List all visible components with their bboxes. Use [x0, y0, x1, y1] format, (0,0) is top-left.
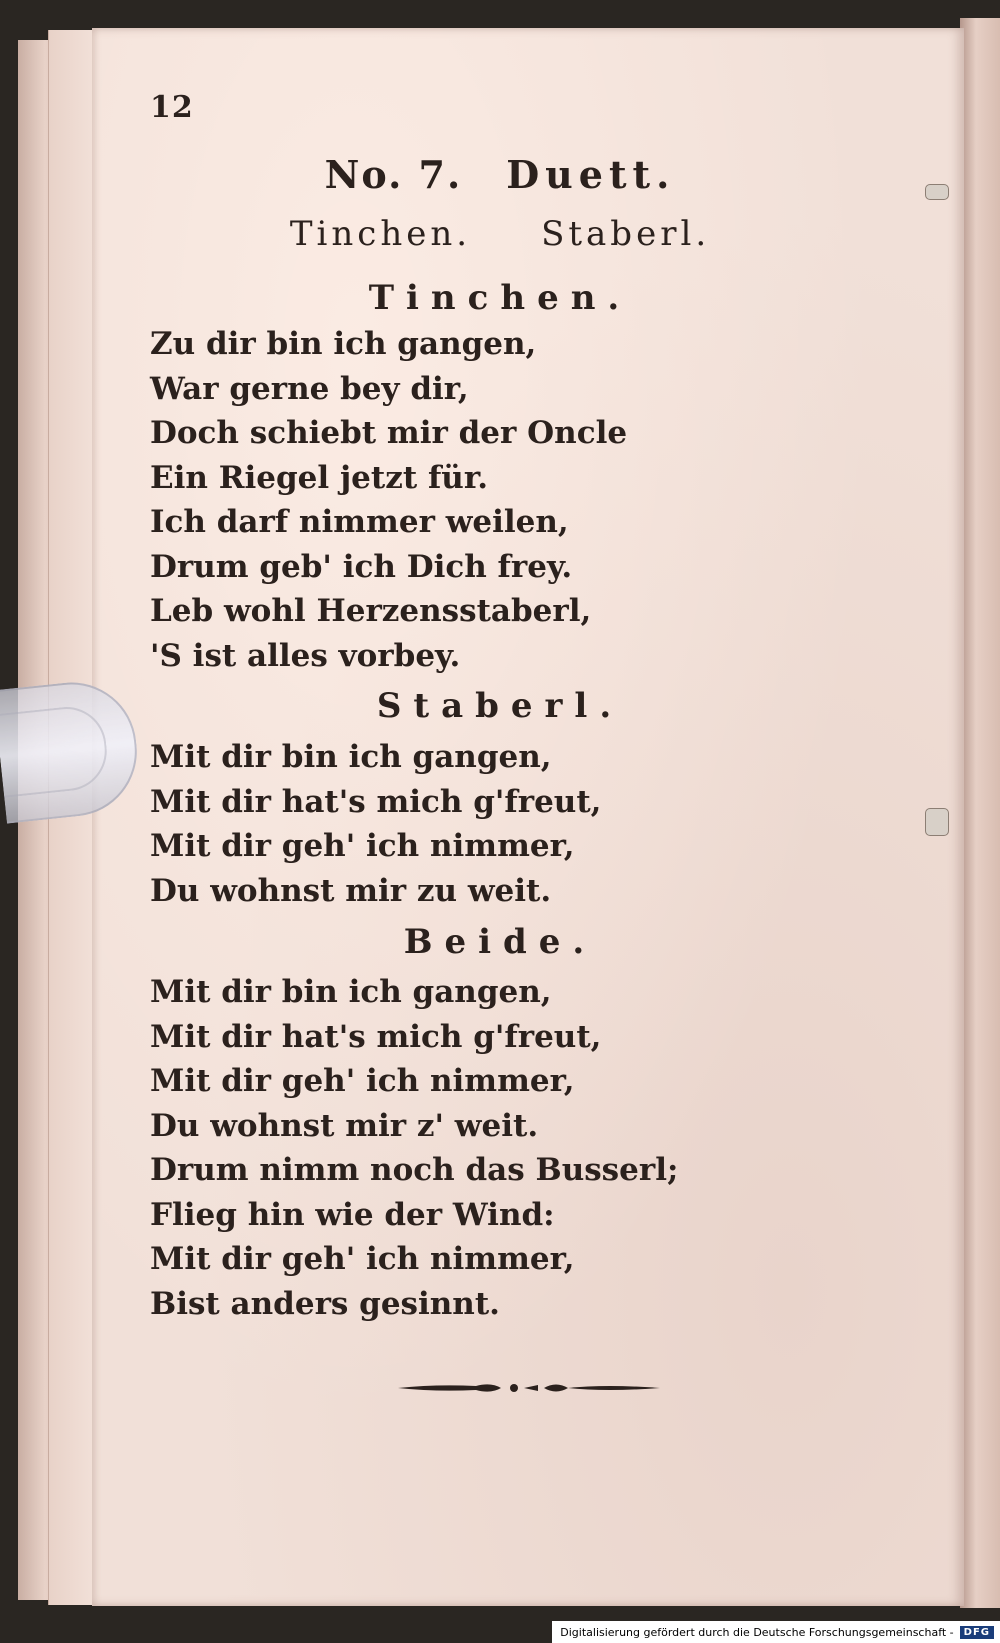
character-name: Tinchen. [289, 214, 472, 254]
verse-line: War gerne bey dir, [150, 370, 469, 407]
verse-line: Mit dir hat's mich g'freut, [150, 1018, 602, 1055]
end-ornament [396, 1376, 662, 1400]
verse-line: Bist anders gesinnt. [150, 1285, 500, 1322]
title-label: Duett. [506, 152, 676, 197]
speaker-heading-beide: Beide. [403, 922, 597, 962]
dfg-logo: DFG [960, 1626, 994, 1639]
verse-line: Zu dir bin ich gangen, [150, 326, 537, 362]
verse-line: Doch schiebt mir der Oncle [150, 415, 628, 451]
digitization-credit: Digitalisierung gefördert durch die Deutsche Forschungsgemeinschaft - [560, 1625, 954, 1639]
speaker-heading-staberl: Staberl. [376, 686, 624, 726]
verse-line: Mit dir bin ich gangen, [150, 974, 552, 1010]
verse-line: Mit dir hat's mich g'freut, [150, 783, 602, 820]
verse-line: Drum geb' ich Dich frey. [150, 548, 573, 585]
verse-line: Du wohnst mir z' weit. [150, 1107, 539, 1144]
verse-line: Du wohnst mir zu weit. [150, 872, 552, 909]
stanza-tinchen [150, 322, 627, 678]
page-number: 12 [150, 90, 194, 125]
page-title [0, 152, 1000, 197]
verse-line: Mit dir geh' ich nimmer, [150, 828, 575, 864]
character-list [0, 214, 1000, 254]
verse-line: Ich darf nimmer weilen, [150, 504, 569, 540]
title-number: No. 7. [324, 152, 463, 197]
binding-thread [925, 808, 949, 836]
stanza-beide [150, 970, 678, 1326]
verse-line: Drum nimm noch das Busserl; [150, 1152, 679, 1188]
speaker-heading-tinchen: Tinchen. [368, 278, 632, 318]
digitization-credit-bar [552, 1621, 1000, 1643]
stanza-staberl [150, 735, 601, 913]
character-name: Staberl. [541, 214, 711, 254]
verse-line: Mit dir geh' ich nimmer, [150, 1063, 575, 1099]
verse-line: Mit dir bin ich gangen, [150, 739, 552, 775]
verse-line: 'S ist alles vorbey. [150, 637, 461, 674]
verse-line: Leb wohl Herzensstaberl, [150, 593, 592, 629]
verse-line: Ein Riegel jetzt für. [150, 459, 489, 496]
verse-line: Mit dir geh' ich nimmer, [150, 1241, 575, 1277]
facing-page-edge [960, 18, 1000, 1608]
verse-line: Flieg hin wie der Wind: [150, 1196, 555, 1233]
